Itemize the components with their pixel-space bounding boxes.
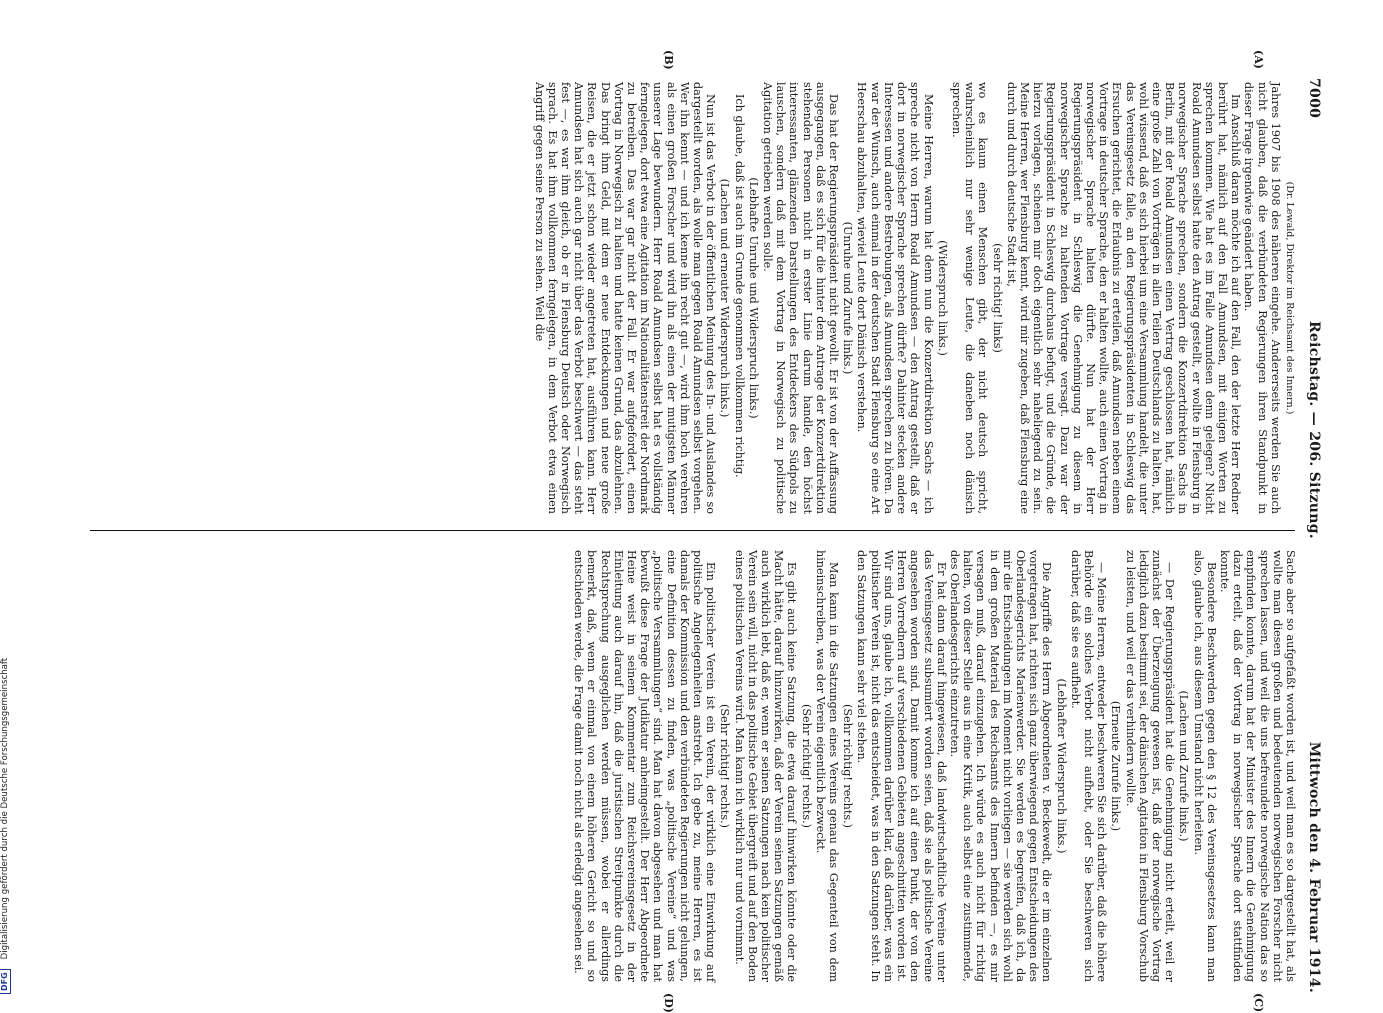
margin-mark-b: (B): [662, 50, 675, 70]
paragraph: Ich glaube, daß ist auch im Grunde genommen vollkommen richtig.: [732, 94, 746, 478]
credit-text: Digitalisierung gefördert durch die Deutsche Forschungsgemeinschaft: [0, 657, 10, 960]
interjection: (Lachen und erneuter Widerspruch links.): [718, 178, 732, 418]
paragraph: Im Anschluß daran möchte ich auf den Fall, den der letzte Herr Redner berührt hat, nämlich auf den Fall Amundsen, mit einigen Worten zu sprechen kommen. Wie hat es im Falle Amundsen denn gelegen? Nicht Roald Amundsen selbst hatte den Antrag gestellt, er wollte in Flensburg in norwegischer Sprache sprechen, sondern die Konzertdirektion Sachs in Berlin, mit der Roald Amundsen einen Vertrag geschlossen hat, nämlich eine große Zahl von Vorträgen in allen Teilen Deutschlands zu halten, hat, wohl wissend, daß es sich hierbei um eine Versammlung handelt, die unter das Vereinsgesetz falle, an den Regierungspräsidenten in Schleswig das Ersuchen gerichtet, die Erlaubnis zu erteilen, daß Amundsen neben einem Vortrage in deutscher Sprache, den er halten wollte, auch einen Vortrag in norwegischer Sprache halten dürfte. Nun hat der Herr Regierungspräsident in Schleswig die Genehmigung zu diesem in norwegischer Sprache zu haltenden Vortrage versagt. Dazu war der Regierungspräsident in Schleswig durchaus befugt, und die Gründe, die hierzu vorlagen, scheinen mir doch eigentlich sehr naheliegend zu sein. Meine Herren, wer Flensburg kennt, wird mir zugeben, daß Flensburg eine durch und durch deutsche Stadt ist,: [1004, 82, 1243, 514]
interjection: (Widerspruch links.): [935, 240, 949, 356]
paragraph: Es gibt auch keine Satzung, die etwa darauf hinwirken könnte oder die Macht hätte, darauf hinzuwirken, daß der Verein seinen Satzungen gemäß auch wirklich lebt, daß er, wenn er seinen Satzungen nach kein politischer Verein sein will, nicht in das politische Gebiet übergreift und auf den Boden eines politischen Vereins wird. Man kann ich wirklich nur und vornimmt.: [732, 550, 799, 982]
paragraph: Er hat dann darauf hingewiesen, daß landwirtschaftliche Vereine unter das Vereinsgesetz subsumiert worden seien, daß sie als politische Vereine angesehen worden sind. Damit komme ich auf einen Punkt, der von den Herren Vorrednern auf verschiedenen Gebieten angeschnitten worden ist. Wir sind uns, glaube ich, vollkommen darüber klar, daß darüber, was ein politischer Verein ist, nicht das entscheidet, was in den Satzungen steht. In den Satzungen kann sehr viel stehen.: [855, 550, 948, 982]
interjection: (Sehr richtig! rechts.): [799, 703, 813, 829]
digitization-credit: [0, 0, 12, 1000]
paragraph: Jahres 1907 bis 1908 des näheren eingehe. Andererseits werden Sie auch nicht glauben, daß die verbündeten Regierungen ihren Standpunkt in dieser Frage irgendwie geändert haben.: [1242, 82, 1282, 514]
page-header: [1303, 78, 1325, 993]
margin-mark-a: (A): [1252, 50, 1265, 69]
header-title: Reichstag. — 206. Sitzung.: [1306, 320, 1322, 539]
paragraph: Die Angriffe des Herrn Abgeordneten v. Beckewedt, die er im einzelnen vorgetragen hat, richten sich ganz überwiegend gegen Entscheidungen des Oberlandesgerichts Marienwerder. Sie werden es begreifen, daß ich, da mir die Entscheidungen im Moment nicht vorliegen — sie werden sich wohl in dem großen Material des Reichsamts des Innern befinden —, es mir versagen muß, darauf einzugehen. Ich würde es auch nicht für richtig halten, von dieser Stelle aus in eine Kritik, auch selbst eine zustimmende, des Oberlandesgerichts einzutreten.: [947, 550, 1054, 982]
paragraph: Meine Herren, warum hat denn nun die Konzertdirektion Sachs — ich spreche nicht von Herrn Roald Amundsen — den Antrag gestellt, daß er dort in norwegischer Sprache sprechen dürfte? Dahinter stecken andere Interessen und andere Bestrebungen, als Amundsen sprechen zu hören. Da war der Wunsch, auch einmal in der deutschen Stadt Flensburg so eine Art Heerschau abzuhalten, wieviel Leute dort Dänisch verstehen.: [855, 82, 935, 514]
paragraph: Ein politischer Verein ist ein Verein, der wirklich eine Einwirkung auf politische Angelegenheiten anstrebt. Ich gebe zu, meine Herren, es ist damals der Kommission und den verbündeten Regierungen nicht gelungen, eine Definition dessen zu finden, was „politische Vereine“ und was „politische Versammlungen“ sind. Man hat davon abgesehen und man hat bewußt diese Frage der Judikatur anheimgestellt. Der Herr Abgeordnete Heine weist in seinem Kommentar zum Reichsvereinsgesetz in der Einleitung auch darauf hin, daß die juristischen Streitpunkte durch die Rechtsprechung ausgeglichen werden müssen, wobei er allerdings bemerkt, daß, wenn er einmal von einem höheren Gericht so und so entschieden werde, die Frage damit noch nicht als erledigt angesehen sei.: [572, 550, 718, 982]
left-column: [532, 82, 1297, 514]
interjection: (Lebhafter Widerspruch links.): [1054, 678, 1068, 854]
paragraph: — Meine Herren, entweder beschweren Sie sich darüber, daß die höhere Behörde ein solches Verbot nicht aufhebt, oder Sie beschweren sich darüber, daß sie es aufhebt.: [1068, 550, 1109, 982]
page-number: 7000: [1306, 78, 1322, 119]
interjection: (sehr richtig! links): [990, 243, 1004, 353]
paragraph: Sache aber so aufgefaßt worden ist, und weil man es so dargestellt hat, als wollte man diesen großen und bedeutenden norwegischen Forscher nicht sprechen lassen, und weil die uns befreundete norwegische Nation das so empfinden konnte, darum hat der Minister des Innern die Genehmigung dazu erteilt, daß der Vortrag in norwegischer Sprache dort stattfinden konnte.: [1217, 550, 1297, 982]
paragraph: Besondere Beschwerden gegen den § 12 des Vereinsgesetzes kann man also, glaube ich, aus diesem Umstand nicht herleiten.: [1191, 550, 1218, 982]
margin-mark-d: (D): [662, 993, 675, 1013]
rotated-document-page: [80, 50, 1325, 1013]
speaker-note: (Dr. Lewald, Direktor im Reichsamt des Innern.): [1284, 181, 1295, 415]
paragraph: Man kann in die Satzungen eines Vereins genau das Gegenteil von dem hineinschreiben, was der Verein eigentlich bezweckt.: [813, 550, 841, 982]
margin-mark-c: (C): [1252, 993, 1265, 1013]
interjection: (Lachen und Zurufe links.): [1177, 690, 1191, 842]
interjection: (Unruhe und Zurufe links.): [841, 221, 855, 375]
paragraph: wo es kaum einen Menschen gibt, der nicht deutsch spricht, wahrscheinlich nur sehr wenige Leute, die daneben noch dänisch sprechen.: [949, 82, 990, 514]
column-divider: [90, 530, 1295, 531]
header-date: Mittwoch den 4. Februar 1914.: [1306, 741, 1322, 993]
paragraph: — Der Regierungspräsident hat die Genehmigung nicht erteilt, weil er zunächst der Überzeugung gewesen ist, daß der norwegische Vortrag lediglich dazu bestimmt sei, der dänischen Agitation in Flensburg Vorschub zu leisten, und weil er das verhindern wollte.: [1123, 550, 1177, 982]
paragraph: Das hat der Regierungspräsident nicht gewollt. Er ist von der Auffassung ausgegangen, daß es sich für die hinter dem Antrage der Konzertdirektion stehenden Personen nicht in erster Linie darum handle, den höchst interessanten, glänzenden Darstellungen des Entdeckers des Südpols zu lauschen, sondern daß mit dem Vortrag in Norwegisch zu politische Agitation getrieben werden solle.: [761, 82, 841, 514]
interjection: (Sehr richtig! rechts.): [718, 703, 732, 829]
interjection: (Sehr richtig! rechts.): [841, 703, 855, 829]
interjection: (Lebhafte Unruhe und Widerspruch links.): [746, 177, 760, 419]
paragraph: Nun ist das Verbot in der öffentlichen Meinung des In- und Auslandes so dargestellt worden, als wolle man gegen Roald Amundsen selbst vorgehen. Wer ihn kennt — und ich kenne ihn recht gut —, wird ihm hoch verehren als einen großen Forscher und wird ihn als einen der mutigsten Männer unserer Lage bewundern. Herr Roald Amundsen selbst hat es vollständig ferngelegen, dort etwa eine Agitation im Nationalitätenstreit der Nordmark zu betreiben. Das war gar nicht der Fall. Er war aufgefordert, einen Vortrag in Norwegisch zu halten und hatte keinen Grund, das abzulehnen. Das bringt ihm Geld, mit dem er neue Entdeckungen und neue große Reisen, die er jetzt schon wieder angetreten hat, ausführen kann. Herr Amundsen hat sich auch gar nicht über das Verbot beschwert — das steht fest —, es war ihm gleich, ob er in Flensburg Deutsch oder Norwegisch sprach. Es hat ihm vollkommen ferngelegen, in dem Verbot etwa einen Angriff gegen seine Person zu sehen. Weil die: [532, 82, 718, 514]
right-column: [572, 550, 1297, 982]
interjection: (Erneute Zurufe links.): [1109, 700, 1123, 832]
dfg-logo: DFG: [0, 969, 11, 994]
